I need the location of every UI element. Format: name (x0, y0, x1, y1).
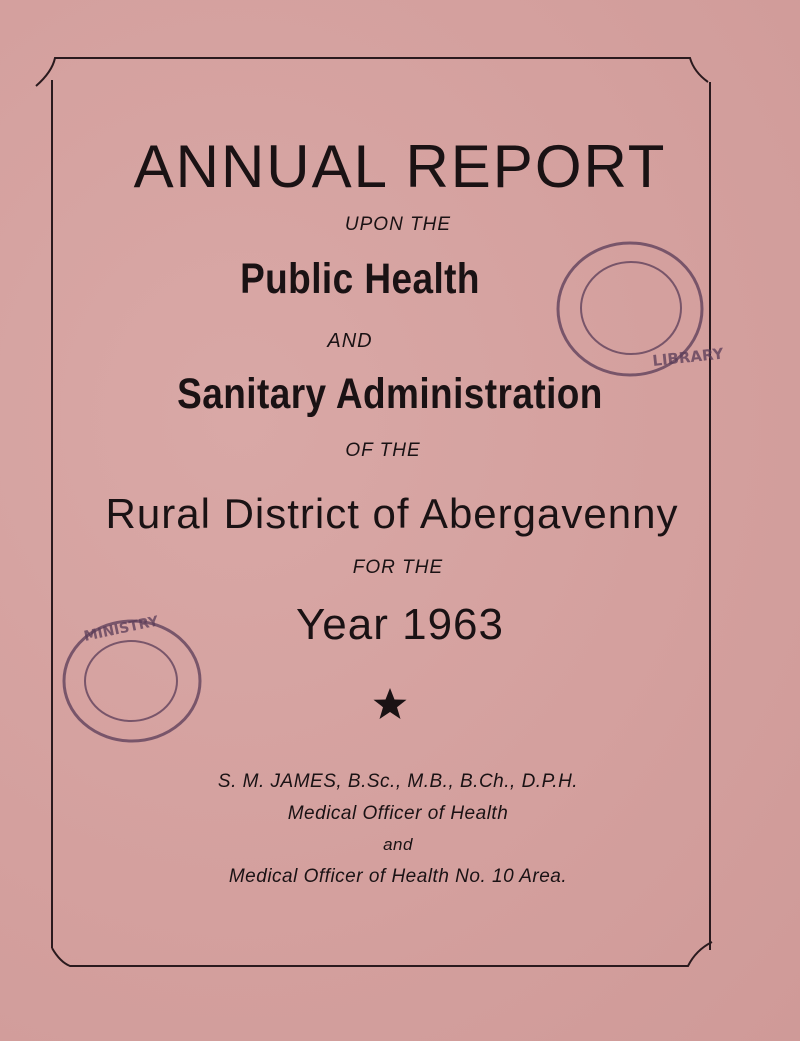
sanitary-administration-heading: Sanitary Administration (177, 370, 603, 418)
star-icon (370, 684, 410, 724)
report-title: ANNUAL REPORT (133, 133, 667, 200)
svg-text:LIBRARY: LIBRARY (651, 344, 725, 370)
upon-the-label: UPON THE (344, 214, 452, 235)
author-role: Medical Officer of Health (287, 803, 509, 824)
border-bottom (52, 942, 712, 966)
district-name: Rural District of Abergavenny (105, 490, 679, 537)
svg-text:MINISTRY: MINISTRY (82, 613, 161, 645)
public-health-heading: Public Health (240, 255, 480, 303)
and-label: AND (327, 330, 373, 352)
author-area: Medical Officer of Health No. 10 Area. (228, 866, 568, 887)
author-name: S. M. JAMES, B.Sc., M.B., B.Ch., D.P.H. (217, 771, 579, 792)
of-the-label: OF THE (345, 440, 421, 461)
report-year: Year 1963 (295, 600, 504, 649)
author-and: and (383, 835, 413, 854)
border-top (36, 58, 708, 86)
for-the-label: FOR THE (352, 557, 444, 578)
